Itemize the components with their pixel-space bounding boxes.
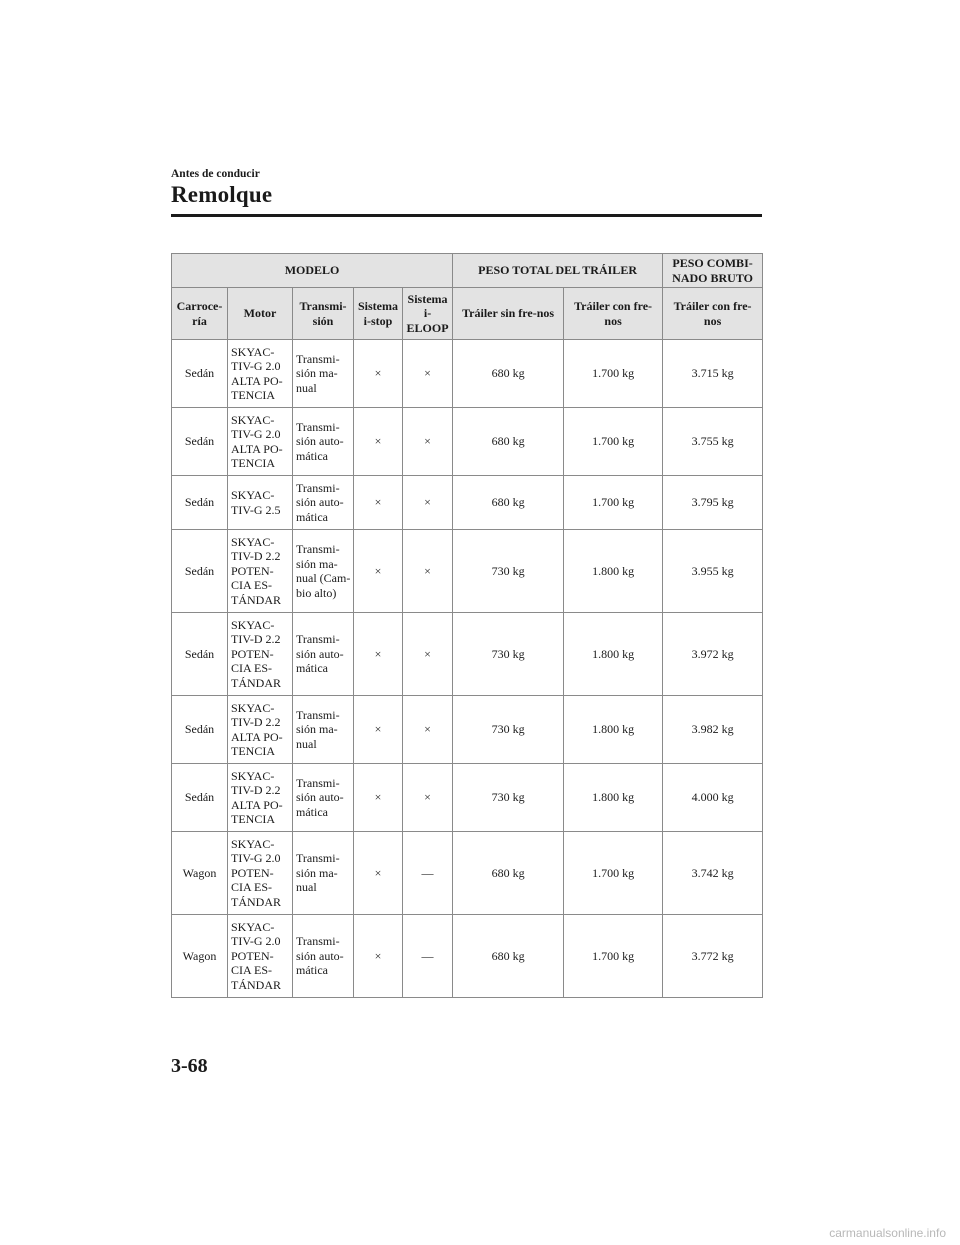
- cell-motor: SKYAC-TIV-D 2.2 POTEN-CIA ES-TÁNDAR: [228, 613, 293, 696]
- cell-sin-frenos: 680 kg: [453, 832, 564, 915]
- cell-istop: ×: [354, 832, 403, 915]
- cell-transmision: Transmi-sión ma-nual: [293, 832, 354, 915]
- cell-transmision: Transmi-sión ma-nual: [293, 340, 354, 408]
- header-peso-total: PESO TOTAL DEL TRÁILER: [453, 254, 663, 288]
- cell-ieloop: ×: [403, 613, 453, 696]
- cell-sin-frenos: 680 kg: [453, 408, 564, 476]
- trailer-weight-table: [171, 253, 763, 998]
- cell-carroceria: Sedán: [172, 764, 228, 832]
- title-rule: [171, 214, 762, 217]
- cell-transmision: Transmi-sión auto-mática: [293, 915, 354, 998]
- table-row: [172, 764, 763, 832]
- col-ieloop: Sistema i-ELOOP: [403, 288, 453, 340]
- table-row: [172, 530, 763, 613]
- cell-ieloop: —: [403, 915, 453, 998]
- cell-ieloop: ×: [403, 696, 453, 764]
- cell-combinado: 3.982 kg: [663, 696, 763, 764]
- cell-combinado: 3.972 kg: [663, 613, 763, 696]
- col-combinado-con-frenos: Tráiler con fre-nos: [663, 288, 763, 340]
- cell-istop: ×: [354, 915, 403, 998]
- col-istop: Sistema i-stop: [354, 288, 403, 340]
- cell-combinado: 4.000 kg: [663, 764, 763, 832]
- cell-istop: ×: [354, 696, 403, 764]
- cell-sin-frenos: 680 kg: [453, 340, 564, 408]
- watermark: carmanualsonline.info: [829, 1226, 946, 1240]
- header-modelo: MODELO: [172, 254, 453, 288]
- cell-motor: SKYAC-TIV-D 2.2 ALTA PO-TENCIA: [228, 696, 293, 764]
- cell-motor: SKYAC-TIV-G 2.0 ALTA PO-TENCIA: [228, 408, 293, 476]
- cell-combinado: 3.742 kg: [663, 832, 763, 915]
- table-row: [172, 915, 763, 998]
- cell-motor: SKYAC-TIV-G 2.0 POTEN-CIA ES-TÁNDAR: [228, 832, 293, 915]
- cell-ieloop: ×: [403, 476, 453, 530]
- cell-con-frenos: 1.800 kg: [564, 530, 663, 613]
- cell-ieloop: ×: [403, 764, 453, 832]
- table-row: [172, 408, 763, 476]
- cell-carroceria: Wagon: [172, 915, 228, 998]
- cell-sin-frenos: 730 kg: [453, 530, 564, 613]
- cell-carroceria: Sedán: [172, 530, 228, 613]
- col-con-frenos: Tráiler con fre-nos: [564, 288, 663, 340]
- cell-con-frenos: 1.700 kg: [564, 832, 663, 915]
- cell-motor: SKYAC-TIV-G 2.5: [228, 476, 293, 530]
- cell-transmision: Transmi-sión auto-mática: [293, 764, 354, 832]
- cell-transmision: Transmi-sión auto-mática: [293, 613, 354, 696]
- cell-carroceria: Sedán: [172, 476, 228, 530]
- cell-sin-frenos: 730 kg: [453, 696, 564, 764]
- cell-motor: SKYAC-TIV-D 2.2 POTEN-CIA ES-TÁNDAR: [228, 530, 293, 613]
- cell-istop: ×: [354, 340, 403, 408]
- cell-ieloop: ×: [403, 530, 453, 613]
- cell-con-frenos: 1.800 kg: [564, 613, 663, 696]
- cell-ieloop: ×: [403, 408, 453, 476]
- cell-sin-frenos: 680 kg: [453, 476, 564, 530]
- cell-combinado: 3.755 kg: [663, 408, 763, 476]
- cell-con-frenos: 1.800 kg: [564, 764, 663, 832]
- cell-transmision: Transmi-sión auto-mática: [293, 476, 354, 530]
- cell-carroceria: Sedán: [172, 408, 228, 476]
- cell-combinado: 3.795 kg: [663, 476, 763, 530]
- cell-carroceria: Sedán: [172, 340, 228, 408]
- cell-ieloop: —: [403, 832, 453, 915]
- cell-con-frenos: 1.800 kg: [564, 696, 663, 764]
- cell-combinado: 3.955 kg: [663, 530, 763, 613]
- table-row: [172, 696, 763, 764]
- cell-con-frenos: 1.700 kg: [564, 476, 663, 530]
- cell-sin-frenos: 680 kg: [453, 915, 564, 998]
- cell-carroceria: Sedán: [172, 696, 228, 764]
- cell-istop: ×: [354, 530, 403, 613]
- cell-combinado: 3.772 kg: [663, 915, 763, 998]
- cell-transmision: Transmi-sión ma-nual (Cam-bio alto): [293, 530, 354, 613]
- cell-con-frenos: 1.700 kg: [564, 915, 663, 998]
- cell-istop: ×: [354, 764, 403, 832]
- header-peso-combinado: PESO COMBI-NADO BRUTO: [663, 254, 763, 288]
- cell-con-frenos: 1.700 kg: [564, 340, 663, 408]
- cell-istop: ×: [354, 476, 403, 530]
- cell-sin-frenos: 730 kg: [453, 613, 564, 696]
- cell-istop: ×: [354, 408, 403, 476]
- cell-motor: SKYAC-TIV-G 2.0 POTEN-CIA ES-TÁNDAR: [228, 915, 293, 998]
- cell-carroceria: Wagon: [172, 832, 228, 915]
- cell-carroceria: Sedán: [172, 613, 228, 696]
- cell-con-frenos: 1.700 kg: [564, 408, 663, 476]
- col-sin-frenos: Tráiler sin fre-nos: [453, 288, 564, 340]
- table-row: [172, 832, 763, 915]
- table-row: [172, 613, 763, 696]
- cell-sin-frenos: 730 kg: [453, 764, 564, 832]
- page-number: 3-68: [171, 1055, 208, 1077]
- cell-transmision: Transmi-sión ma-nual: [293, 696, 354, 764]
- cell-transmision: Transmi-sión auto-mática: [293, 408, 354, 476]
- col-motor: Motor: [228, 288, 293, 340]
- table-row: [172, 476, 763, 530]
- page-title: Remolque: [171, 182, 273, 207]
- cell-motor: SKYAC-TIV-D 2.2 ALTA PO-TENCIA: [228, 764, 293, 832]
- cell-istop: ×: [354, 613, 403, 696]
- cell-combinado: 3.715 kg: [663, 340, 763, 408]
- cell-ieloop: ×: [403, 340, 453, 408]
- cell-motor: SKYAC-TIV-G 2.0 ALTA PO-TENCIA: [228, 340, 293, 408]
- col-carroceria: Carroce-ría: [172, 288, 228, 340]
- table-row: [172, 340, 763, 408]
- section-label: Antes de conducir: [171, 168, 260, 180]
- col-transmision: Transmi-sión: [293, 288, 354, 340]
